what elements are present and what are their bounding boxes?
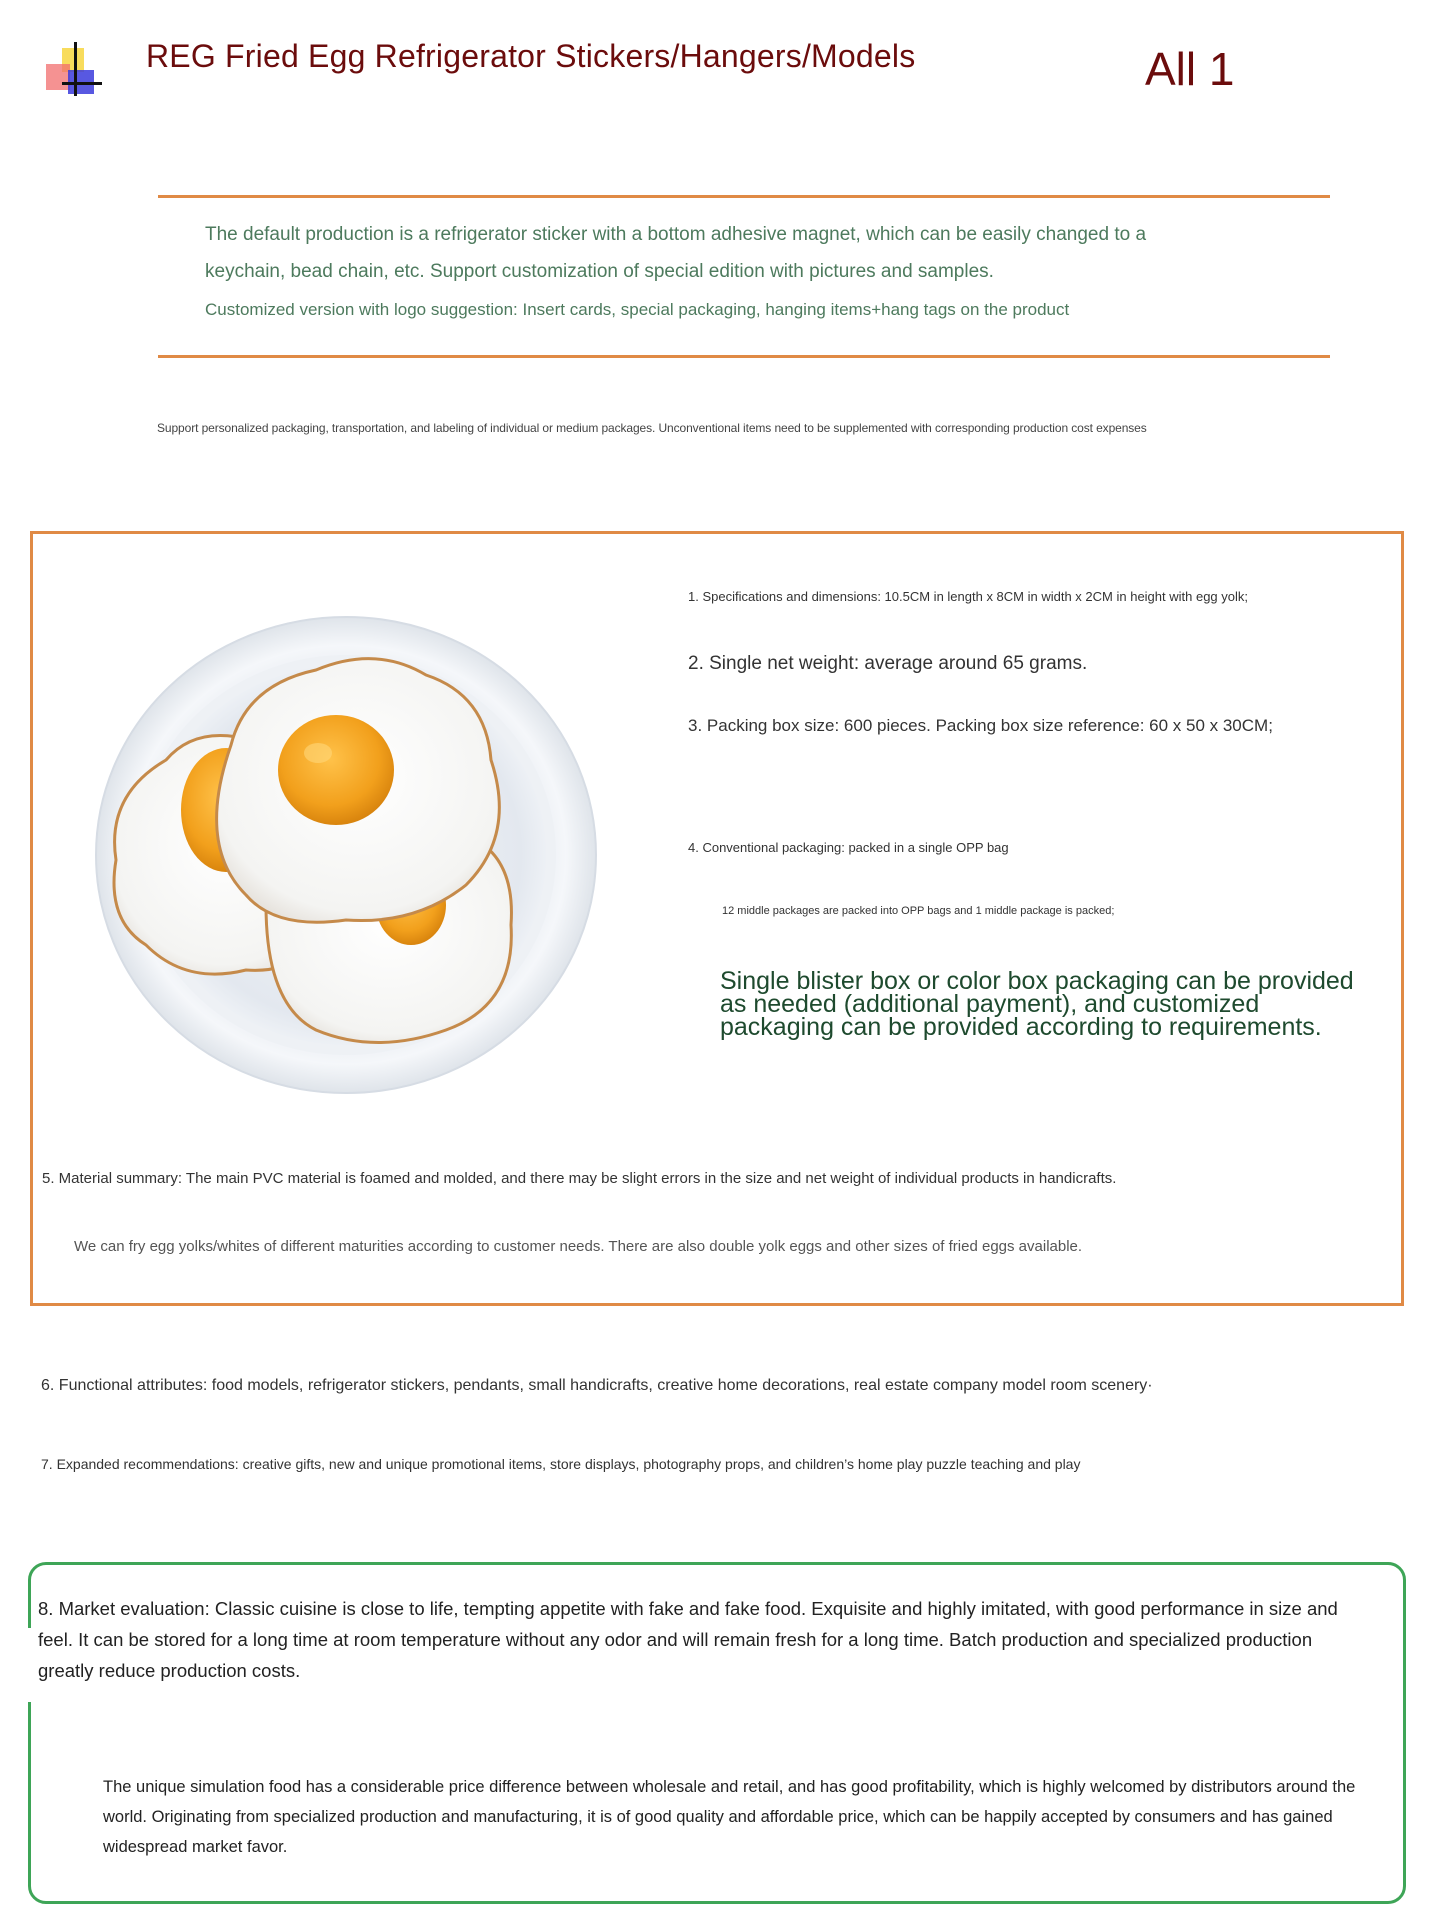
border-gap [24,1628,34,1702]
divider-top [158,195,1330,198]
blister-packaging-note: Single blister box or color box packaging can be provided as needed (additional payment), and customized packaging can be provided according to requirements. [720,967,1354,1041]
spec-weight: 2. Single net weight: average around 65 grams. [688,653,1088,674]
intro-description: The default production is a refrigerator sticker with a bottom adhesive magnet, which can be easily changed to a keychain, bead chain, etc. Support customization of special edition with pictures and samples. [205,224,1147,282]
divider-bottom [158,355,1330,358]
brand-logo-icon [46,42,106,98]
spec-packing-box: 3. Packing box size: 600 pieces. Packing box size reference: 60 x 50 x 30CM; [688,716,1273,735]
item-count: All 1 [1145,43,1235,95]
support-note: Support personalized packaging, transportation, and labeling of individual or medium packages. Unconventional items need to be supplemented with corresponding production cost expenses [157,421,1147,435]
spec-dimensions: 1. Specifications and dimensions: 10.5CM in length x 8CM in width x 2CM in height with egg yolk; [688,589,1249,604]
page-title: REG Fried Egg Refrigerator Stickers/Hangers/Models [146,38,916,74]
spec-material: 5. Material summary: The main PVC material is foamed and molded, and there may be slight errors in the size and net weight of individual products in handicrafts. [42,1170,1117,1187]
functional-attributes: 6. Functional attributes: food models, refrigerator stickers, pendants, small handicrafts, creative home decorations, real estate company model room scenery· [41,1377,1153,1394]
spec-packaging: 4. Conventional packaging: packed in a single OPP bag [688,840,1009,855]
market-profitability: The unique simulation food has a considerable price difference between wholesale and retail, and has good profitability, which is highly welcomed by distributors around the world. Originating from specialized production and manufacturing, it is of good quality and affordable price, which can be happily accepted by consumers and has gained widespread market favor. [103,1778,1356,1856]
spec-middle-packages: 12 middle packages are packed into OPP bags and 1 middle package is packed; [722,905,1115,917]
customization-suggestion: Customized version with logo suggestion: Insert cards, special packaging, hanging items+hang tags on the product [205,300,1070,319]
spec-customization: We can fry egg yolks/whites of different maturities according to customer needs. There are also double yolk eggs and other sizes of fried eggs available. [74,1238,1083,1255]
market-evaluation: 8. Market evaluation: Classic cuisine is close to life, tempting appetite with fake and fake food. Exquisite and highly imitated, with good performance in size and feel. It can be stored for a long time at room temperature without any odor and will remain fresh for a long time. Batch production and specialized production greatly reduce production costs. [38,1598,1338,1681]
product-image [46,575,666,1095]
expanded-recommendations: 7. Expanded recommendations: creative gifts, new and unique promotional items, store displays, photography props, and children’s home play puzzle teaching and play [41,1456,1081,1472]
